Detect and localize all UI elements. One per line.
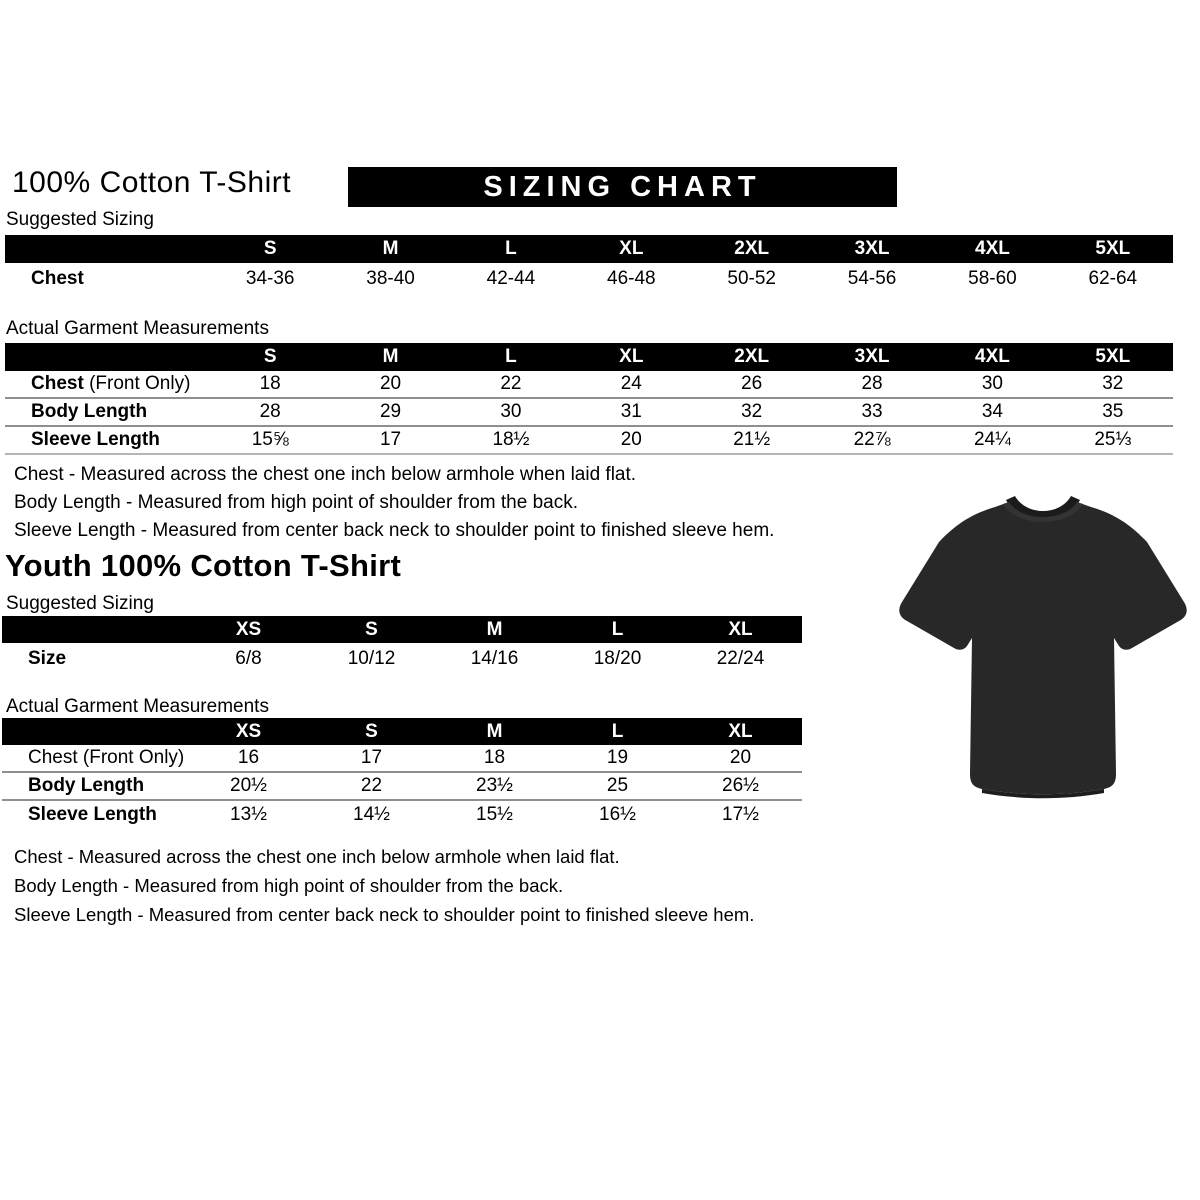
measurement-cell: 21½ — [692, 427, 812, 455]
measurement-cell: 18 — [433, 745, 556, 773]
adult-measurements-label: Actual Garment Measurements — [6, 318, 269, 339]
measurement-cell: 13½ — [230, 804, 267, 825]
header-cell: L — [556, 616, 679, 643]
size-cell: 22/24 — [716, 647, 765, 669]
row-label-chest: Chest — [31, 267, 84, 289]
measurement-cell: 35 — [1053, 399, 1173, 427]
sizing-chart-banner — [348, 167, 897, 207]
note-line: Chest - Measured across the chest one inch below armhole when laid flat. — [14, 846, 620, 867]
measurement-cell: 15½ — [476, 804, 513, 825]
size-cell: 46-48 — [607, 267, 656, 289]
tshirt-image — [893, 476, 1193, 816]
measurement-cell: 33 — [812, 399, 932, 427]
measurement-cell: 32 — [1053, 371, 1173, 399]
measurement-cell: 25 — [556, 773, 679, 801]
row-label-body-length: Body Length — [5, 399, 210, 427]
header-cell: XS — [187, 616, 310, 643]
note-line: Chest - Measured across the chest one inch below armhole when laid flat. — [14, 464, 637, 485]
youth-measurement-notes — [14, 842, 754, 929]
header-cell: S — [310, 718, 433, 745]
header-cell: M — [433, 616, 556, 643]
measurement-cell: 20½ — [187, 773, 310, 801]
measurement-cell: 25⅓ — [1053, 427, 1173, 455]
measurement-cell: 22 — [451, 371, 571, 399]
measurement-cell: 16 — [187, 745, 310, 773]
adult-suggested-sizing-table — [5, 235, 1173, 294]
size-cell: 34-36 — [245, 267, 295, 289]
measurement-cell: 23½ — [433, 773, 556, 801]
measurement-cell: 16½ — [599, 804, 636, 825]
adult-measurement-notes — [14, 461, 774, 545]
row-label-chest-front-only: Chest (Front Only) — [5, 371, 210, 399]
measurement-cell: 24¼ — [932, 427, 1052, 455]
row-label-sleeve-length: Sleeve Length — [5, 427, 210, 455]
measurement-cell: 34 — [932, 399, 1052, 427]
header-cell: S — [310, 616, 433, 643]
note-line: Sleeve Length - Measured from center back neck to shoulder point to finished sleeve hem. — [14, 904, 755, 925]
size-cell: 50-52 — [727, 267, 776, 289]
note-line: Sleeve Length - Measured from center back neck to shoulder point to finished sleeve hem. — [14, 520, 775, 541]
measurement-cell: 20 — [571, 427, 691, 455]
header-cell-blank — [5, 343, 210, 371]
header-cell-blank — [2, 616, 187, 643]
header-cell: 4XL — [932, 235, 1052, 263]
header-cell-blank — [5, 235, 210, 263]
measurement-cell: 26½ — [679, 773, 802, 801]
youth-suggested-sizing-table — [2, 616, 802, 674]
header-cell: 3XL — [812, 235, 932, 263]
measurement-cell: 32 — [692, 399, 812, 427]
measurement-cell: 29 — [330, 399, 450, 427]
size-cell: 62-64 — [1088, 267, 1138, 289]
size-cell: 54-56 — [847, 267, 897, 289]
note-line: Body Length - Measured from high point of shoulder from the back. — [14, 875, 564, 896]
measurement-cell: 15⅝ — [210, 427, 330, 455]
row-label-sleeve-length: Sleeve Length — [28, 804, 157, 825]
header-cell-blank — [2, 718, 187, 745]
header-cell: 2XL — [692, 235, 812, 263]
header-cell: 4XL — [932, 343, 1052, 371]
note-line: Body Length - Measured from high point of shoulder from the back. — [14, 492, 578, 513]
header-cell: 5XL — [1053, 343, 1173, 371]
row-label-size: Size — [28, 647, 67, 669]
header-cell: S — [210, 343, 330, 371]
measurement-cell: 20 — [679, 745, 802, 773]
header-cell: S — [210, 235, 330, 263]
size-cell: 18/20 — [593, 647, 642, 669]
adult-measurements-table — [5, 343, 1173, 455]
header-cell: L — [451, 235, 571, 263]
measurement-cell: 17½ — [722, 804, 759, 825]
size-cell: 38-40 — [366, 267, 415, 289]
header-cell: XL — [679, 616, 802, 643]
measurement-cell: 31 — [571, 399, 691, 427]
measurement-cell: 30 — [451, 399, 571, 427]
sizing-chart-banner-text: SIZING CHART — [483, 170, 762, 203]
row-label-body-length: Body Length — [2, 773, 187, 801]
measurement-cell: 14½ — [353, 804, 390, 825]
header-cell: M — [433, 718, 556, 745]
header-cell: 2XL — [692, 343, 812, 371]
header-cell: XS — [187, 718, 310, 745]
header-cell: 5XL — [1053, 235, 1173, 263]
header-cell: L — [451, 343, 571, 371]
size-cell: 42-44 — [486, 267, 536, 289]
header-cell: L — [556, 718, 679, 745]
measurement-cell: 17 — [310, 745, 433, 773]
header-cell: XL — [679, 718, 802, 745]
youth-measurements-table — [2, 718, 802, 829]
measurement-cell: 28 — [812, 371, 932, 399]
measurement-cell: 19 — [556, 745, 679, 773]
size-cell: 14/16 — [470, 647, 519, 669]
measurement-cell: 30 — [932, 371, 1052, 399]
header-cell: XL — [571, 343, 691, 371]
youth-section-title: Youth 100% Cotton T-Shirt — [5, 548, 402, 583]
measurement-cell: 28 — [210, 399, 330, 427]
measurement-cell: 22⅞ — [812, 427, 932, 455]
size-cell: 6/8 — [235, 647, 262, 669]
header-cell: M — [330, 235, 450, 263]
size-cell: 10/12 — [347, 647, 396, 669]
size-cell: 58-60 — [968, 267, 1017, 289]
youth-suggested-sizing-label: Suggested Sizing — [6, 593, 154, 614]
measurement-cell: 26 — [692, 371, 812, 399]
row-label-chest-front-only: Chest (Front Only) — [2, 745, 187, 773]
measurement-cell: 18½ — [451, 427, 571, 455]
header-cell: XL — [571, 235, 691, 263]
adult-suggested-sizing-label: Suggested Sizing — [6, 209, 154, 230]
measurement-cell: 18 — [210, 371, 330, 399]
measurement-cell: 24 — [571, 371, 691, 399]
measurement-cell: 22 — [310, 773, 433, 801]
measurement-cell: 20 — [330, 371, 450, 399]
header-cell: M — [330, 343, 450, 371]
youth-measurements-label: Actual Garment Measurements — [6, 696, 269, 717]
measurement-cell: 17 — [330, 427, 450, 455]
header-cell: 3XL — [812, 343, 932, 371]
page-title: 100% Cotton T-Shirt — [12, 166, 292, 199]
